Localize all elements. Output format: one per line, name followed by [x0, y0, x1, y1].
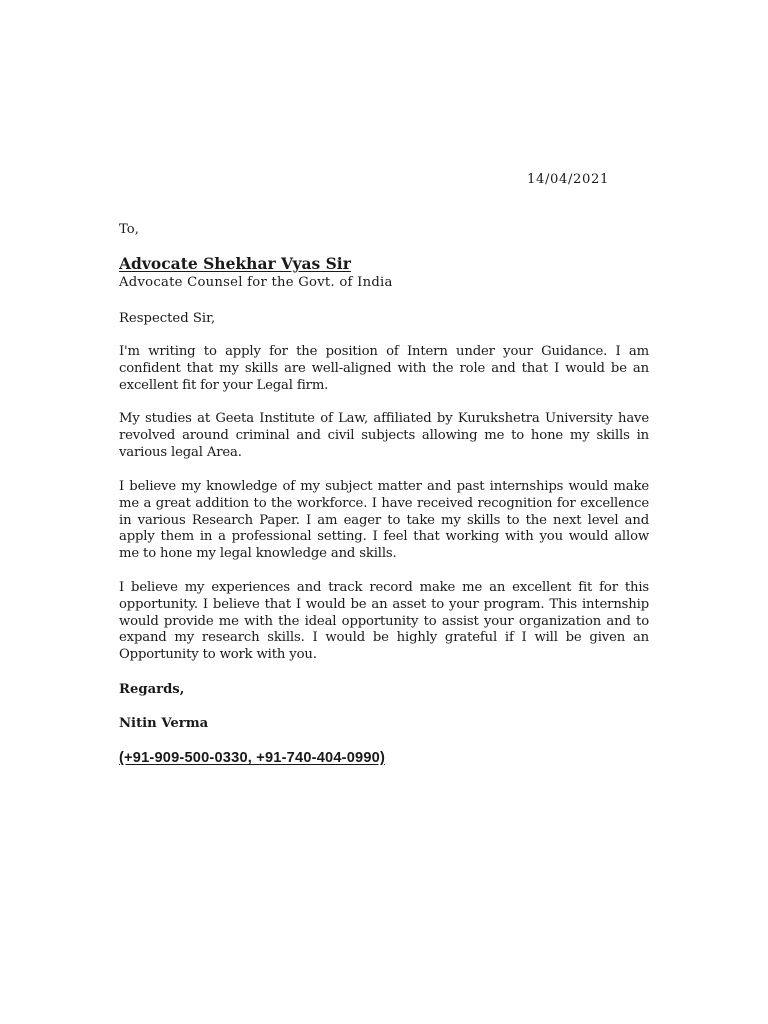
body-paragraph-2: My studies at Geeta Institute of Law, affiliated by Kurukshetra University have revolved around criminal and civil subjects allowing me to hone my skills in various legal Area. — [119, 411, 649, 460]
salutation: Respected Sir, — [119, 311, 216, 326]
body-paragraph-1: I'm writing to apply for the position of Intern under your Guidance. I am confident that my skills are well-aligned with the role and that I would be an excellent fit for your Legal firm. — [119, 344, 649, 393]
closing: Regards, — [119, 682, 185, 697]
contact-phones: (+91-909-500-0330, +91-740-404-0990) — [119, 750, 386, 766]
body-paragraph-3: I believe my knowledge of my subject matter and past internships would make me a great addition to the workforce. I have received recognition for excellence in various Research Paper. I am eager to take my skills to the next level and apply them in a professional setting. I feel that working with you would allow me to hone my legal knowledge and skills. — [119, 479, 649, 562]
recipient-title: Advocate Counsel for the Govt. of India — [119, 275, 393, 290]
signer-name: Nitin Verma — [119, 716, 209, 731]
body-paragraph-4: I believe my experiences and track record make me an excellent fit for this opportunity. I believe that I would be an asset to your program. This internship would provide me with the ideal opportunity to assist your organization and to expand my research skills. I would be highly grateful if I will be given an Opportunity to work with you. — [119, 580, 649, 663]
recipient-name: Advocate Shekhar Vyas Sir — [119, 254, 351, 273]
letter-date: 14/04/2021 — [527, 172, 610, 187]
addressee-prefix: To, — [119, 222, 139, 237]
